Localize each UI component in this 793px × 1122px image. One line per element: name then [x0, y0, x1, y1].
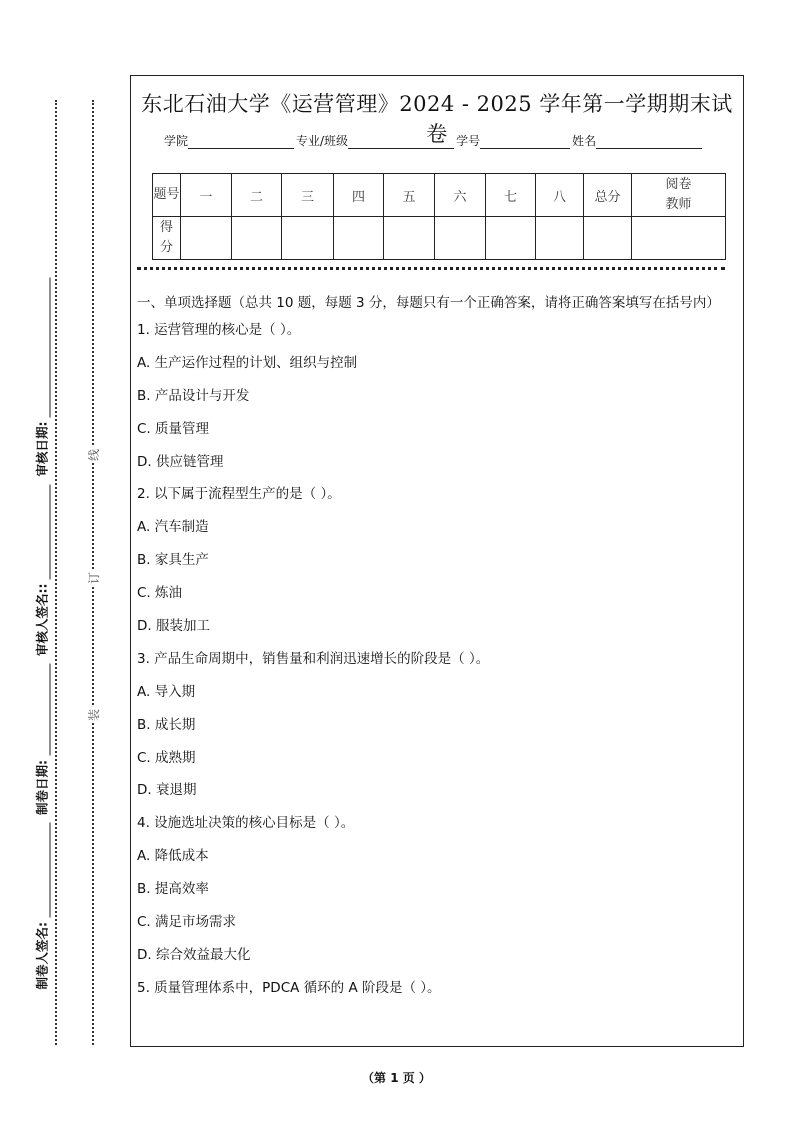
col-3: 三	[282, 174, 334, 217]
maker-date-line[interactable]	[49, 664, 51, 756]
col-4: 四	[334, 174, 384, 217]
maker-date-label: 制卷日期:	[34, 760, 50, 815]
review-date-label: 审核日期:	[34, 421, 50, 477]
col-8: 八	[536, 174, 584, 217]
section-heading: 一、单项选择题（总共 10 题，每题 3 分，每题只有一个正确答案，请将正确答案填写在括号内）	[137, 295, 720, 311]
answer-option: B. 家具生产	[137, 552, 209, 569]
answer-option: D. 服装加工	[137, 618, 210, 635]
answer-option: C. 质量管理	[137, 420, 210, 437]
col-2: 二	[232, 174, 282, 217]
student-id-label: 学号	[456, 134, 481, 148]
reviewer-signature-strip	[31, 155, 51, 990]
answer-option: A. 降低成本	[137, 848, 209, 865]
answer-option: B. 提高效率	[137, 881, 209, 898]
binding-mark-staple: 订	[87, 572, 101, 585]
answer-option: C. 成熟期	[137, 749, 196, 766]
question-stem: 5. 质量管理体系中，PDCA 循环的 A 阶段是（ ）。	[137, 979, 441, 996]
col-grader: 阅卷教师	[632, 174, 726, 217]
score-cell[interactable]	[232, 217, 282, 260]
question-stem: 2. 以下属于流程型生产的是（ ）。	[137, 486, 341, 503]
answer-option: B. 产品设计与开发	[137, 387, 250, 404]
question-stem: 4. 设施选址决策的核心目标是（ ）。	[137, 815, 355, 832]
score-cell[interactable]	[334, 217, 384, 260]
page-number: （第 1 页 ）	[362, 1071, 431, 1085]
answer-option: A. 汽车制造	[137, 519, 209, 536]
binding-dotted-line-outer	[55, 100, 57, 1045]
col-total: 总分	[584, 174, 632, 217]
answer-option: C. 炼油	[137, 585, 183, 602]
question-number-row	[153, 174, 726, 217]
col-5: 五	[384, 174, 435, 217]
name-label: 姓名	[572, 134, 597, 148]
question-stem: 3. 产品生命周期中，销售量和利润迅速增长的阶段是（ ）。	[137, 650, 490, 667]
answer-option: B. 成长期	[137, 716, 196, 733]
question-body	[137, 293, 737, 1011]
major-class-field[interactable]	[348, 134, 454, 149]
score-cell[interactable]	[632, 217, 726, 260]
major-class-label: 专业/班级	[296, 134, 349, 148]
answer-option: D. 衰退期	[137, 782, 197, 799]
answer-option: D. 供应链管理	[137, 453, 224, 470]
student-info-row	[164, 132, 704, 149]
score-cell[interactable]	[384, 217, 435, 260]
student-id-field[interactable]	[480, 134, 570, 149]
binding-mark-bind: 装	[87, 709, 101, 722]
score-row	[153, 217, 726, 260]
binding-mark-line: 线	[87, 449, 101, 462]
college-field[interactable]	[188, 134, 294, 149]
college-label: 学院	[164, 134, 189, 148]
row-label-score: 得分	[153, 217, 181, 260]
score-cell[interactable]	[486, 217, 536, 260]
name-field[interactable]	[596, 134, 702, 149]
review-date-line[interactable]	[49, 278, 51, 418]
score-cell[interactable]	[435, 217, 486, 260]
question-stem: 1. 运营管理的核心是（ ）。	[137, 322, 301, 338]
row-label-question-number: 题号	[153, 174, 181, 217]
maker-signature-line[interactable]	[49, 823, 51, 918]
cut-line-divider	[137, 267, 725, 270]
score-table	[152, 173, 726, 260]
col-7: 七	[486, 174, 536, 217]
score-cell[interactable]	[536, 217, 584, 260]
answer-option: A. 导入期	[137, 683, 196, 700]
answer-option: C. 满足市场需求	[137, 914, 237, 931]
maker-signature-label: 制卷人签名:	[34, 922, 50, 990]
score-cell[interactable]	[181, 217, 232, 260]
score-cell[interactable]	[282, 217, 334, 260]
reviewer-signature-label: 审核人签名::	[34, 583, 50, 656]
reviewer-signature-line[interactable]	[49, 485, 51, 580]
answer-option: D. 综合效益最大化	[137, 946, 251, 963]
col-1: 一	[181, 174, 232, 217]
exam-title: 东北石油大学《运营管理》2024 - 2025 学年第一学期期末试卷	[141, 92, 733, 146]
answer-option: A. 生产运作过程的计划、组织与控制	[137, 354, 358, 371]
score-cell[interactable]	[584, 217, 632, 260]
col-6: 六	[435, 174, 486, 217]
exam-page-frame	[130, 75, 744, 1047]
